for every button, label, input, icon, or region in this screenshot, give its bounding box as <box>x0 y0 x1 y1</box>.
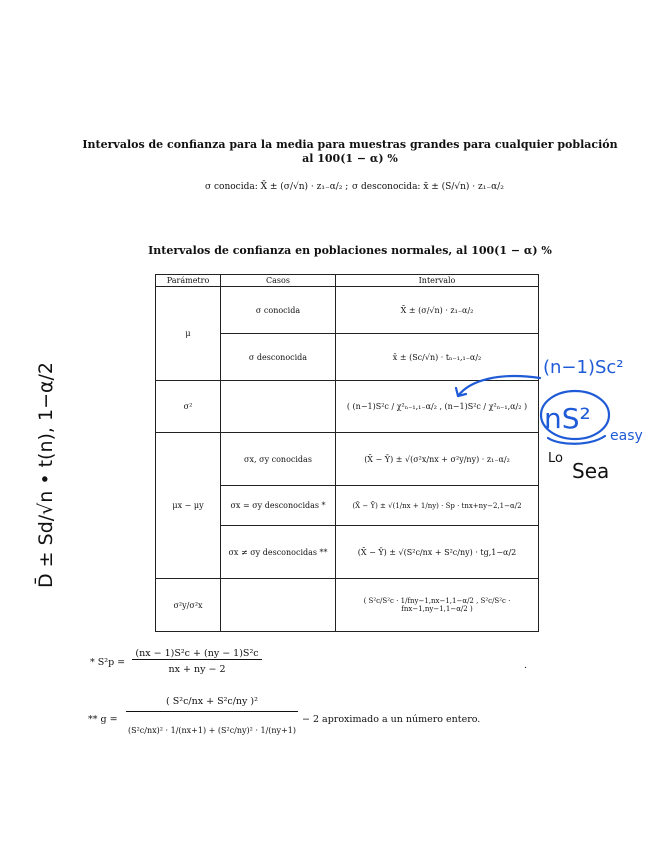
footnote2-denominator: (S²c/nx)² · 1/(nx+1) + (S²c/ny)² · 1/(ny+1) <box>128 726 296 735</box>
interval-cell: x̄ ± (Sc/√n) · tₙ₋₁,₁₋α/₂ <box>336 334 539 381</box>
case-cell: σx, σy conocidas <box>221 433 336 486</box>
interval-cell: (X̄ − Ȳ) ± √(1/nx + 1/ny) · Sp · tnx+ny−2,1−α/2 <box>336 486 539 526</box>
footnote2-numerator: ( S²c/nx + S²c/ny )² <box>126 696 298 712</box>
ink-sea: Sea <box>572 459 610 483</box>
param-cell: μ <box>156 287 221 381</box>
footnote1-numerator: (nx − 1)S²c + (ny − 1)S²c <box>132 648 262 660</box>
interval-cell: (X̄ − Ȳ) ± √(σ²x/nx + σ²y/ny) · z₁₋α/₂ <box>336 433 539 486</box>
ink-left-note: D̄ ± Sd/√n • t(n), 1−α/2 <box>35 361 57 588</box>
ink-arrow-curve <box>458 376 540 396</box>
title-line1: Intervalos de confianza para la media para muestras grandes para cualquier población <box>82 138 618 151</box>
sigma-unknown-formula: σ desconocida: x̄ ± (S/√n) · z₁₋α/₂ <box>352 182 504 192</box>
footnote1-denominator: nx + ny − 2 <box>168 664 226 675</box>
interval-cell: ( (n−1)S²c / χ²ₙ₋₁,₁₋α/₂ , (n−1)S²c / χ²ₙ₋₁,α/₂ ) <box>336 381 539 433</box>
ink-easy: easy <box>610 428 643 444</box>
footnote2-suffix: − 2 aproximado a un número entero. <box>302 714 481 725</box>
ink-ns2: nS² <box>544 402 591 435</box>
footnote2-prefix: ** g = <box>88 714 118 725</box>
footnote1-prefix: * S²p = <box>90 657 126 668</box>
case-cell: σ conocida <box>221 287 336 334</box>
interval-cell: (X̄ − Ȳ) ± √(S²c/nx + S²c/ny) · tg,1−α/2 <box>336 526 539 579</box>
header-parametro: Parámetro <box>156 275 221 287</box>
param-cell: σ²y/σ²x <box>156 579 221 632</box>
ink-n1sc2: (n−1)Sc² <box>543 357 624 378</box>
header-casos: Casos <box>221 275 336 287</box>
sigma-known-formula: σ conocida: X̄ ± (σ/√n) · z₁₋α/₂ ; <box>205 182 349 192</box>
section2-title: Intervalos de confianza en poblaciones normales, al 100(1 − α) % <box>148 244 552 257</box>
param-cell: σ² <box>156 381 221 433</box>
footnote1-period: . <box>524 660 528 671</box>
case-cell: σ desconocida <box>221 334 336 381</box>
interval-cell: ( S²c/S²c · 1/fny−1,nx−1,1−α/2 , S²c/S²c · fnx−1,ny−1,1−α/2 ) <box>336 579 539 632</box>
title-line2: al 100(1 − α) % <box>302 152 398 165</box>
case-cell: σx ≠ σy desconocidas ** <box>221 526 336 579</box>
ink-lo: Lo <box>548 451 563 466</box>
header-intervalo: Intervalo <box>336 275 539 287</box>
interval-cell: X̄ ± (σ/√n) · z₁₋α/₂ <box>336 287 539 334</box>
param-cell: μx − μy <box>156 433 221 579</box>
case-cell: σx = σy desconocidas * <box>221 486 336 526</box>
